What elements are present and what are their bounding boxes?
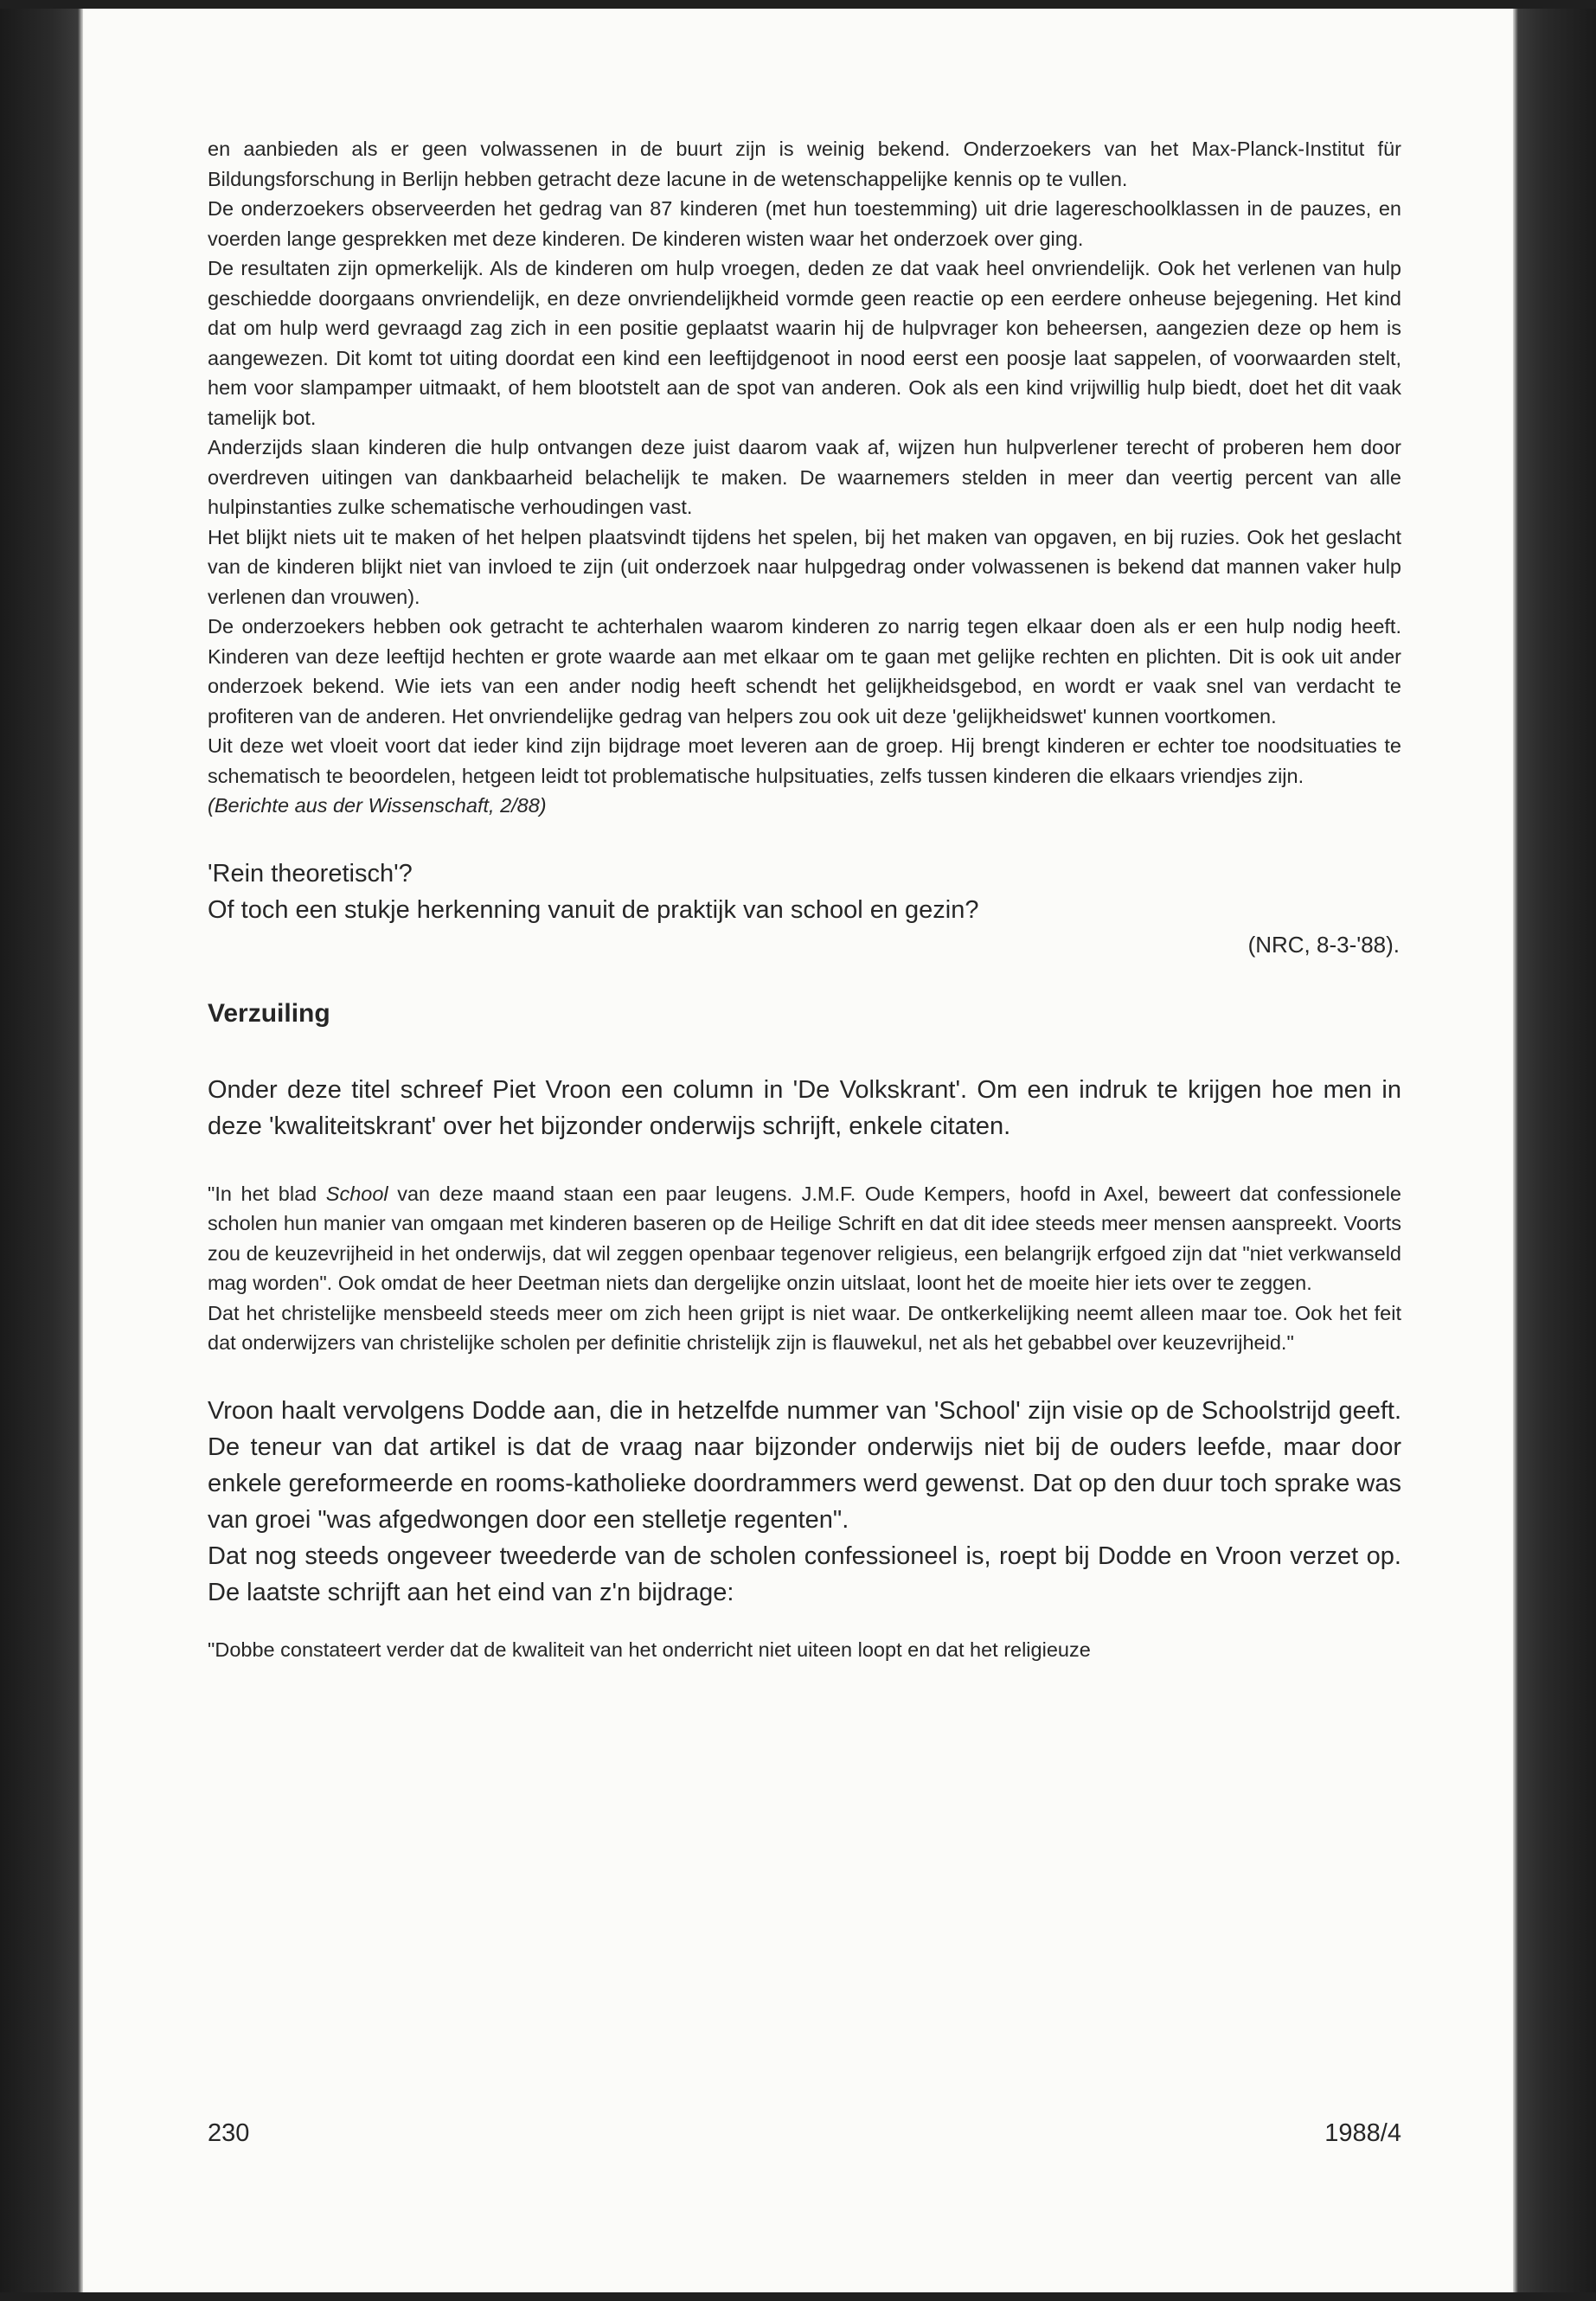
dodde-paragraph: Vroon haalt vervolgens Dodde aan, die in hetzelfde nummer van 'School' zijn visie op de Schoolstrijd geeft. De teneur van dat artikel is dat de vraag naar bijzonder onderwijs niet bij de ouders leefde, maar door enkele gereformeerde en rooms-katholieke doordrammers werd gewenst. Dat op den duur toch sprake was van groei "was afgedwongen door een stelletje regenten". — [208, 1396, 1401, 1534]
article-paragraph-2: De onderzoekers observeerden het gedrag van 87 kinderen (met hun toestemming) uit drie lagereschoolklassen in de pauzes, en voerden lange gesprekken met deze kinderen. De kinderen wisten waar het onderzoek over ging. — [208, 197, 1401, 250]
quote-1-paragraph-1 — [208, 1179, 1401, 1298]
quote-1-magazine-title: School — [325, 1182, 388, 1205]
page-number: 230 — [208, 2119, 250, 2147]
twothirds-paragraph: Dat nog steeds ongeveer tweederde van de scholen confessioneel is, roept bij Dodde en Vroon verzet op. De laatste schrijft aan het eind van z'n bijdrage: — [208, 1541, 1401, 1606]
commentary-block — [208, 856, 1401, 961]
section-heading: Verzuiling — [208, 998, 330, 1028]
research-article — [208, 134, 1401, 821]
page-content — [208, 134, 1401, 1664]
quote-1-body: van deze maand staan een paar leugens. J.M.F. Oude Kempers, hoofd in Axel, beweert dat confessionele scholen hun manier van omgaan met kinderen baseren op de Heilige Schrift en dat dit idee steeds meer mensen aanspreekt. Voorts zou de keuzevrijheid in het onderwijs, dat wil zeggen openbaar tegenover religieus, een belangrijk erfgoed zijn dat "niet verkwanseld mag worden". Ook omdat de heer Deetman niets dan dergelijke onzin uitslaat, loont het de moeite hier iets over te zeggen. — [208, 1182, 1401, 1294]
article-paragraph-3: De resultaten zijn opmerkelijk. Als de kinderen om hulp vroegen, deden ze dat vaak heel onvriendelijk. Ook het verlenen van hulp geschiedde doorgaans onvriendelijk, en deze onvriendelijkheid vormde geen reactie op een eerdere onheuse bejegening. Het kind dat om hulp werd gevraagd zag zich in een positie geplaatst waarin hij de hulpvrager kon beheersen, aangezien deze op hem is aangewezen. Dit komt tot uiting doordat een kind een leeftijdgenoot in nood eerst een poosje laat sappelen, of voorwaarden stelt, hem voor slampamper uitmaakt, of hem blootstelt aan de spot van anderen. Ook als een kind vrijwillig hulp biedt, doet het dit vaak tamelijk bot. — [208, 257, 1401, 429]
scan-border-top — [0, 0, 1596, 9]
scan-border-right — [1513, 0, 1596, 2301]
quote-1-paragraph-2: Dat het christelijke mensbeeld steeds meer om zich heen grijpt is niet waar. De ontkerkelijking neemt alleen maar toe. Ook het feit dat onderwijzers van christelijke scholen per definitie christelijk zijn is flauwekul, net als het gebabbel over keuzevrijheid." — [208, 1301, 1401, 1354]
article-paragraph-6: De onderzoekers hebben ook getracht te achterhalen waarom kinderen zo narrig tegen elkaar doen als er een hulp nodig heeft. Kinderen van deze leeftijd hechten er grote waarde aan met elkaar om te gaan met gelijke rechten en plichten. Dit is ook uit ander onderzoek bekend. Wie iets van een ander nodig heeft schendt het gelijkheidsgebod, en wordt er vaak snel van verdacht te profiteren van de anderen. Het onvriendelijke gedrag van helpers zou ook uit deze 'gelijkheidswet' kunnen voortkomen. — [208, 615, 1401, 727]
vroon-quote-1 — [208, 1179, 1401, 1358]
commentary-reference: (NRC, 8-3-'88). — [1247, 931, 1400, 958]
vroon-quote-2-start: "Dobbe constateert verder dat de kwaliteit van het onderricht niet uiteen loopt en dat het religieuze — [208, 1638, 1091, 1661]
issue-number: 1988/4 — [1324, 2119, 1401, 2147]
article-paragraph-7: Uit deze wet vloeit voort dat ieder kind zijn bijdrage moet leveren aan de groep. Hij brengt kinderen er echter toe noodsituaties te schematisch te beoordelen, hetgeen leidt tot problematische hulpsituaties, zelfs tussen kinderen die elkaars vriendjes zijn. — [208, 734, 1401, 787]
article-paragraph-1: en aanbieden als er geen volwassenen in de buurt zijn is weinig bekend. Onderzoekers van het Max-Planck-Institut für Bildungsforschung in Berlijn hebben getracht deze lacune in de wetenschappelijke kennis op te vullen. — [208, 138, 1401, 190]
commentary-line-2: Of toch een stukje herkenning vanuit de praktijk van school en gezin? — [208, 895, 979, 924]
article-paragraph-5: Het blijkt niets uit te maken of het helpen plaatsvindt tijdens het spelen, bij het maken van opgaven, en bij ruzies. Ook het geslacht van de kinderen blijkt niet van invloed te zijn (uit onderzoek naar hulpgedrag onder volwassenen is bekend dat mannen vaker hulp verlenen dan vrouwen). — [208, 525, 1401, 608]
scan-border-bottom — [0, 2292, 1596, 2301]
scan-border-left — [0, 0, 83, 2301]
quote-1-opening: "In het blad — [208, 1182, 326, 1205]
article-paragraph-4: Anderzijds slaan kinderen die hulp ontvangen deze juist daarom vaak af, wijzen hun hulpverlener terecht of proberen hem door overdreven uitingen van dankbaarheid belachelijk te maken. De waarnemers stelden in meer dan veertig percent van alle hulpinstanties zulke schematische verhoudingen vast. — [208, 436, 1401, 518]
section-intro: Onder deze titel schreef Piet Vroon een column in 'De Volkskrant'. Om een indruk te krijgen hoe men in deze 'kwaliteitskrant' over het bijzonder onderwijs schrijft, enkele citaten. — [208, 1075, 1401, 1140]
article-source: (Berichte aus der Wissenschaft, 2/88) — [208, 794, 547, 817]
commentary-line-1: 'Rein theoretisch'? — [208, 859, 413, 888]
